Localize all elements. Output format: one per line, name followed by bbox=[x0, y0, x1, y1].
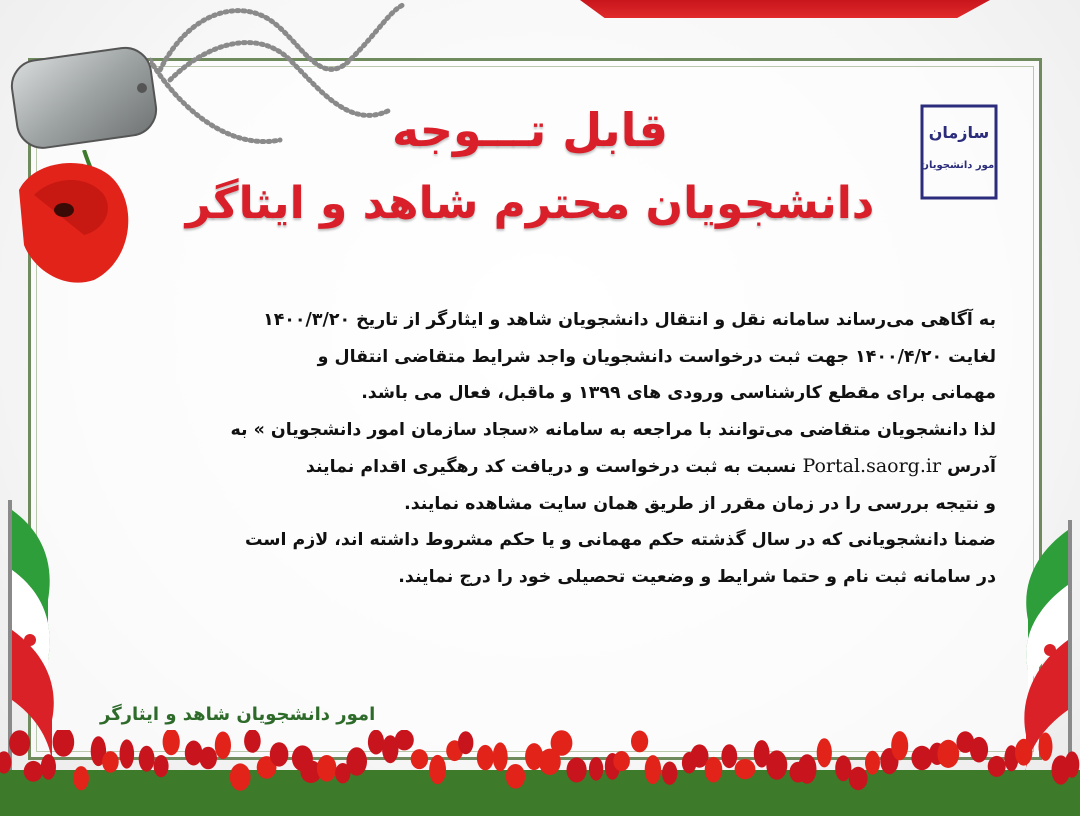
tulip-flower bbox=[1039, 733, 1053, 761]
tulip-flower bbox=[506, 764, 525, 789]
tulip-flower bbox=[477, 745, 494, 770]
paragraph2-line2-rest: نسبت به ثبت درخواست و دریافت کد رهگیری اقدام نمایند bbox=[305, 457, 797, 477]
tulip-flower bbox=[163, 730, 180, 755]
dog-tag-icon bbox=[8, 46, 158, 150]
poppy-flower-icon bbox=[14, 150, 144, 290]
announcement-body bbox=[82, 302, 996, 595]
tulip-flower bbox=[230, 763, 251, 790]
tulip-flower bbox=[988, 756, 1006, 777]
tulip-flower bbox=[849, 767, 868, 790]
tulip-flower bbox=[368, 730, 384, 755]
tulip-flower bbox=[1065, 751, 1080, 777]
tulip-flower bbox=[735, 759, 756, 779]
logo-text-line2: امور دانشجویان bbox=[920, 160, 998, 171]
tulip-flower bbox=[493, 742, 508, 771]
tulip-flower bbox=[817, 738, 832, 767]
tulip-flower bbox=[411, 749, 428, 769]
tulip-flower bbox=[613, 751, 630, 771]
tulip-flower bbox=[139, 746, 155, 772]
header bbox=[150, 100, 910, 236]
tulip-flower bbox=[185, 741, 203, 766]
logo-text-line1: سازمان bbox=[928, 123, 990, 142]
paragraph3-line2: در سامانه ثبت نام و حتما شرایط و وضعیت تحصیلی خود را درج نمایند. bbox=[398, 566, 996, 587]
tulip-flower bbox=[631, 731, 648, 753]
paragraph2-line1: لذا دانشجویان متقاضی می‌توانند با مراجعه به سامانه «سجاد سازمان امور دانشجویان » به bbox=[230, 419, 996, 440]
tulip-flower bbox=[970, 737, 988, 763]
tulip-flower bbox=[53, 730, 75, 757]
tulip-flower bbox=[41, 754, 56, 780]
tulip-flower bbox=[429, 755, 446, 784]
signature: امور دانشجویان شاهد و ایثارگر bbox=[100, 704, 376, 725]
paragraph2-address-label: آدرس bbox=[947, 457, 996, 477]
tulip-flower bbox=[865, 751, 880, 775]
tulip-flower bbox=[317, 755, 337, 782]
organization-logo-icon bbox=[918, 102, 1000, 202]
paragraph1-line3: مهمانی برای مقطع کارشناسی ورودی های ۱۳۹۹ و ماقبل، فعال می باشد. bbox=[361, 383, 996, 403]
tulip-flower bbox=[766, 750, 787, 779]
tulip-flower bbox=[911, 746, 932, 770]
tulip-flower bbox=[891, 731, 908, 760]
tulip-flower bbox=[244, 730, 261, 753]
paragraph2-line2 bbox=[82, 448, 996, 486]
tulip-flower bbox=[120, 739, 135, 768]
tulip-flower bbox=[705, 757, 723, 783]
tulip-flower bbox=[346, 747, 367, 775]
tulip-flower bbox=[395, 730, 414, 750]
paragraph2-line3: و نتیجه بررسی را در زمان مقرر از طریق همان سایت مشاهده نمایند. bbox=[404, 493, 996, 514]
tulip-flower bbox=[102, 751, 119, 773]
paragraph1-line2: لغایت ۱۴۰۰/۴/۲۰ جهت ثبت درخواست دانشجویان واجد شرایط متقاضی انتقال و bbox=[317, 346, 996, 367]
paragraph1-line1: به آگاهی می‌رساند سامانه نقل و انتقال دانشجویان شاهد و ایثارگر از تاریخ ۱۴۰۰/۳/۲۰ bbox=[263, 310, 996, 330]
tulip-flower bbox=[798, 754, 817, 784]
top-red-band bbox=[580, 0, 990, 18]
tulip-flower bbox=[551, 730, 573, 756]
tulip-field-icon bbox=[0, 730, 1080, 816]
paragraph3-line1: ضمنا دانشجویانی که در سال گذشته حکم مهمانی و یا حکم مشروط داشته اند، لازم است bbox=[245, 530, 996, 550]
tulip-flower bbox=[645, 755, 661, 784]
tulip-flower bbox=[199, 747, 217, 770]
tulip-flower bbox=[9, 730, 30, 756]
portal-url: Portal.saorg.ir bbox=[802, 455, 942, 477]
page-subtitle: دانشجویان محترم شاهد و ایثاگر bbox=[185, 178, 875, 229]
tulip-flower bbox=[154, 755, 169, 777]
page-title: قابل تـــوجه bbox=[391, 103, 669, 157]
tulip-flower bbox=[73, 766, 89, 790]
tulip-flower bbox=[567, 758, 587, 783]
tulip-flower bbox=[721, 744, 737, 768]
tulip-flower bbox=[589, 757, 603, 781]
tulip-flower bbox=[937, 740, 959, 768]
tulip-flower bbox=[662, 762, 677, 785]
tulip-flower bbox=[215, 732, 231, 760]
tulip-flower bbox=[270, 742, 289, 766]
tulip-flower bbox=[458, 731, 473, 754]
tulip-flower bbox=[1015, 739, 1032, 766]
tulip-flower bbox=[24, 761, 43, 782]
